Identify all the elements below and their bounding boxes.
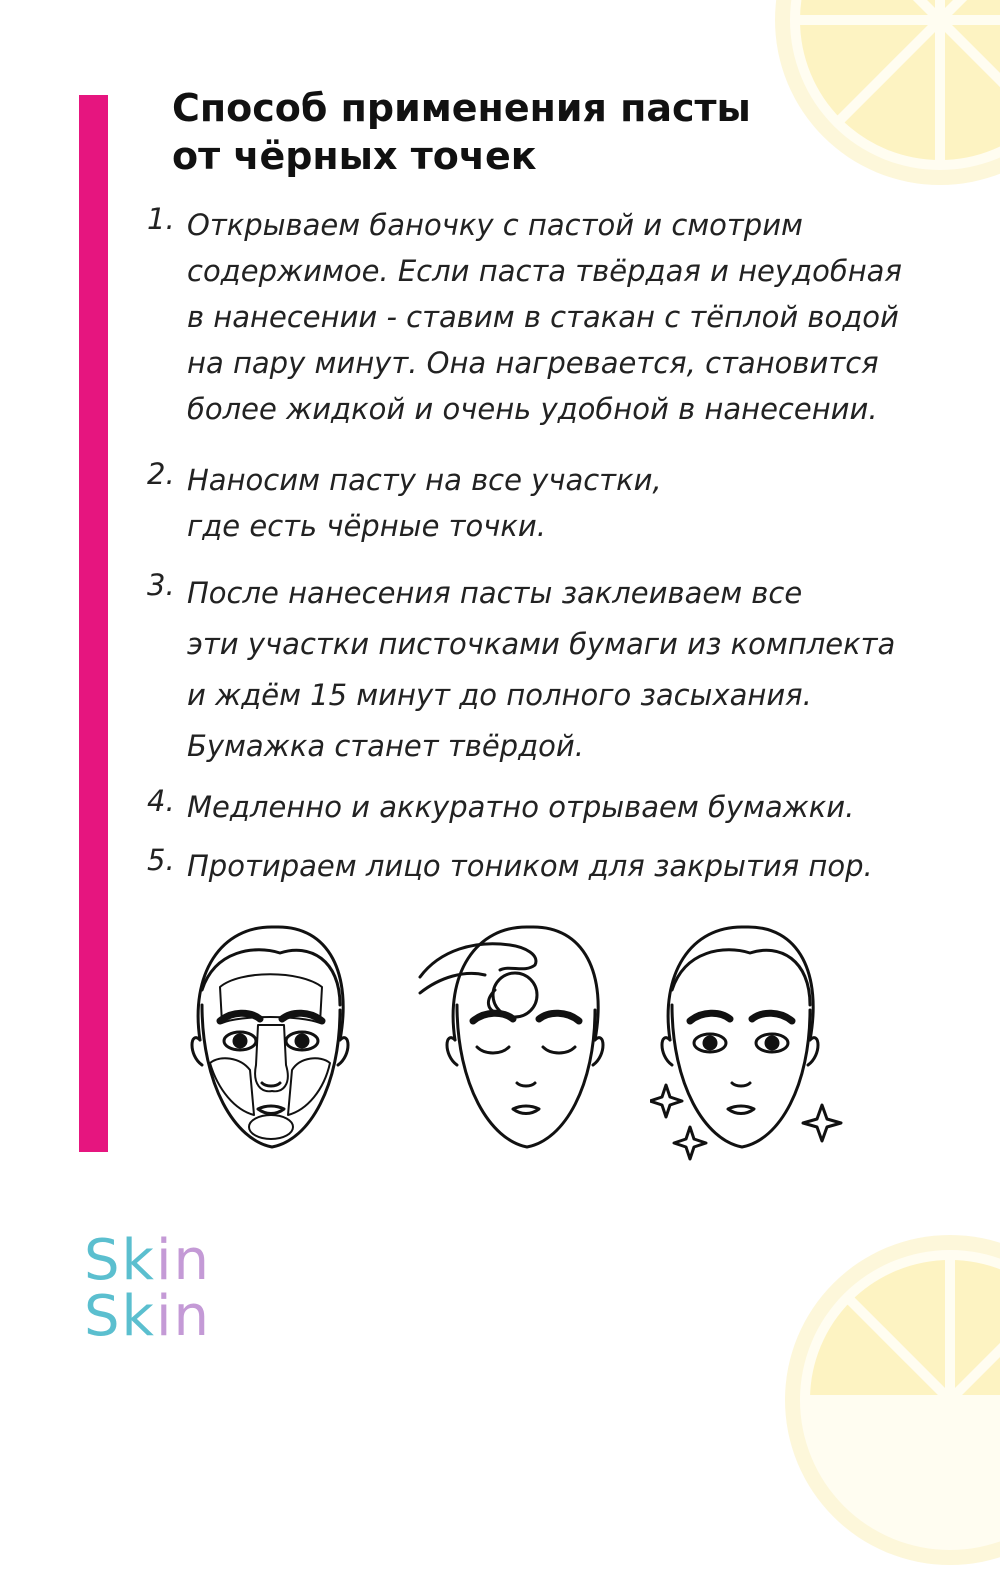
step-1: [147, 202, 967, 432]
logo-word-2-main: Sk: [84, 1284, 156, 1349]
step-text-line: эти участки писточками бумаги из комплекта: [187, 627, 896, 661]
step-text-line: на пару минут. Она нагревается, становится: [187, 346, 879, 380]
step-text-line: и ждём 15 минут до полного засыхания.: [187, 678, 812, 712]
step-text-line: более жидкой и очень удобной в нанесении.: [187, 392, 878, 426]
step-text-line: Медленно и аккуратно отрываем бумажки.: [187, 790, 855, 824]
logo-word-1: [84, 1228, 212, 1293]
step-3: [147, 568, 967, 772]
step-number: 3.: [147, 568, 175, 602]
title-line-1: Способ применения пасты: [172, 86, 751, 130]
step-5: [147, 843, 967, 889]
citrus-slice-decoration-bottom: [780, 1230, 1000, 1570]
logo-word-2: [84, 1284, 212, 1349]
step-text-line: в нанесении - ставим в стакан с тёплой водой: [187, 300, 899, 334]
step-2: [147, 457, 967, 549]
logo-word-1-main: Sk: [84, 1228, 156, 1293]
page-title: [172, 84, 751, 180]
step-text-line: содержимое. Если паста твёрдая и неудобная: [187, 254, 902, 288]
step-text-line: Протираем лицо тоником для закрытия пор.: [187, 849, 873, 883]
step-text-line: Открываем баночку с пастой и смотрим: [187, 208, 803, 242]
step-number: 4.: [147, 784, 175, 818]
step-number: 5.: [147, 843, 175, 877]
citrus-slice-decoration-top: [770, 0, 1000, 190]
step-number: 2.: [147, 457, 175, 491]
step-4: [147, 784, 967, 830]
face-paste-zones-illustration: [180, 915, 360, 1155]
accent-bar: [79, 95, 108, 1152]
step-text-line: Бумажка станет твёрдой.: [187, 729, 584, 763]
skinskin-logo: [84, 1228, 214, 1363]
face-clean-illustration: [650, 915, 850, 1170]
logo-word-1-tail: in: [155, 1228, 212, 1293]
logo-word-2-tail: in: [155, 1284, 212, 1349]
title-line-2: от чёрных точек: [172, 134, 537, 178]
step-text-line: После нанесения пасты заклеиваем все: [187, 576, 803, 610]
face-toner-pad-illustration: [415, 915, 615, 1155]
step-text-line: где есть чёрные точки.: [187, 509, 546, 543]
step-number: 1.: [147, 202, 175, 236]
step-text-line: Наносим пасту на все участки,: [187, 463, 662, 497]
